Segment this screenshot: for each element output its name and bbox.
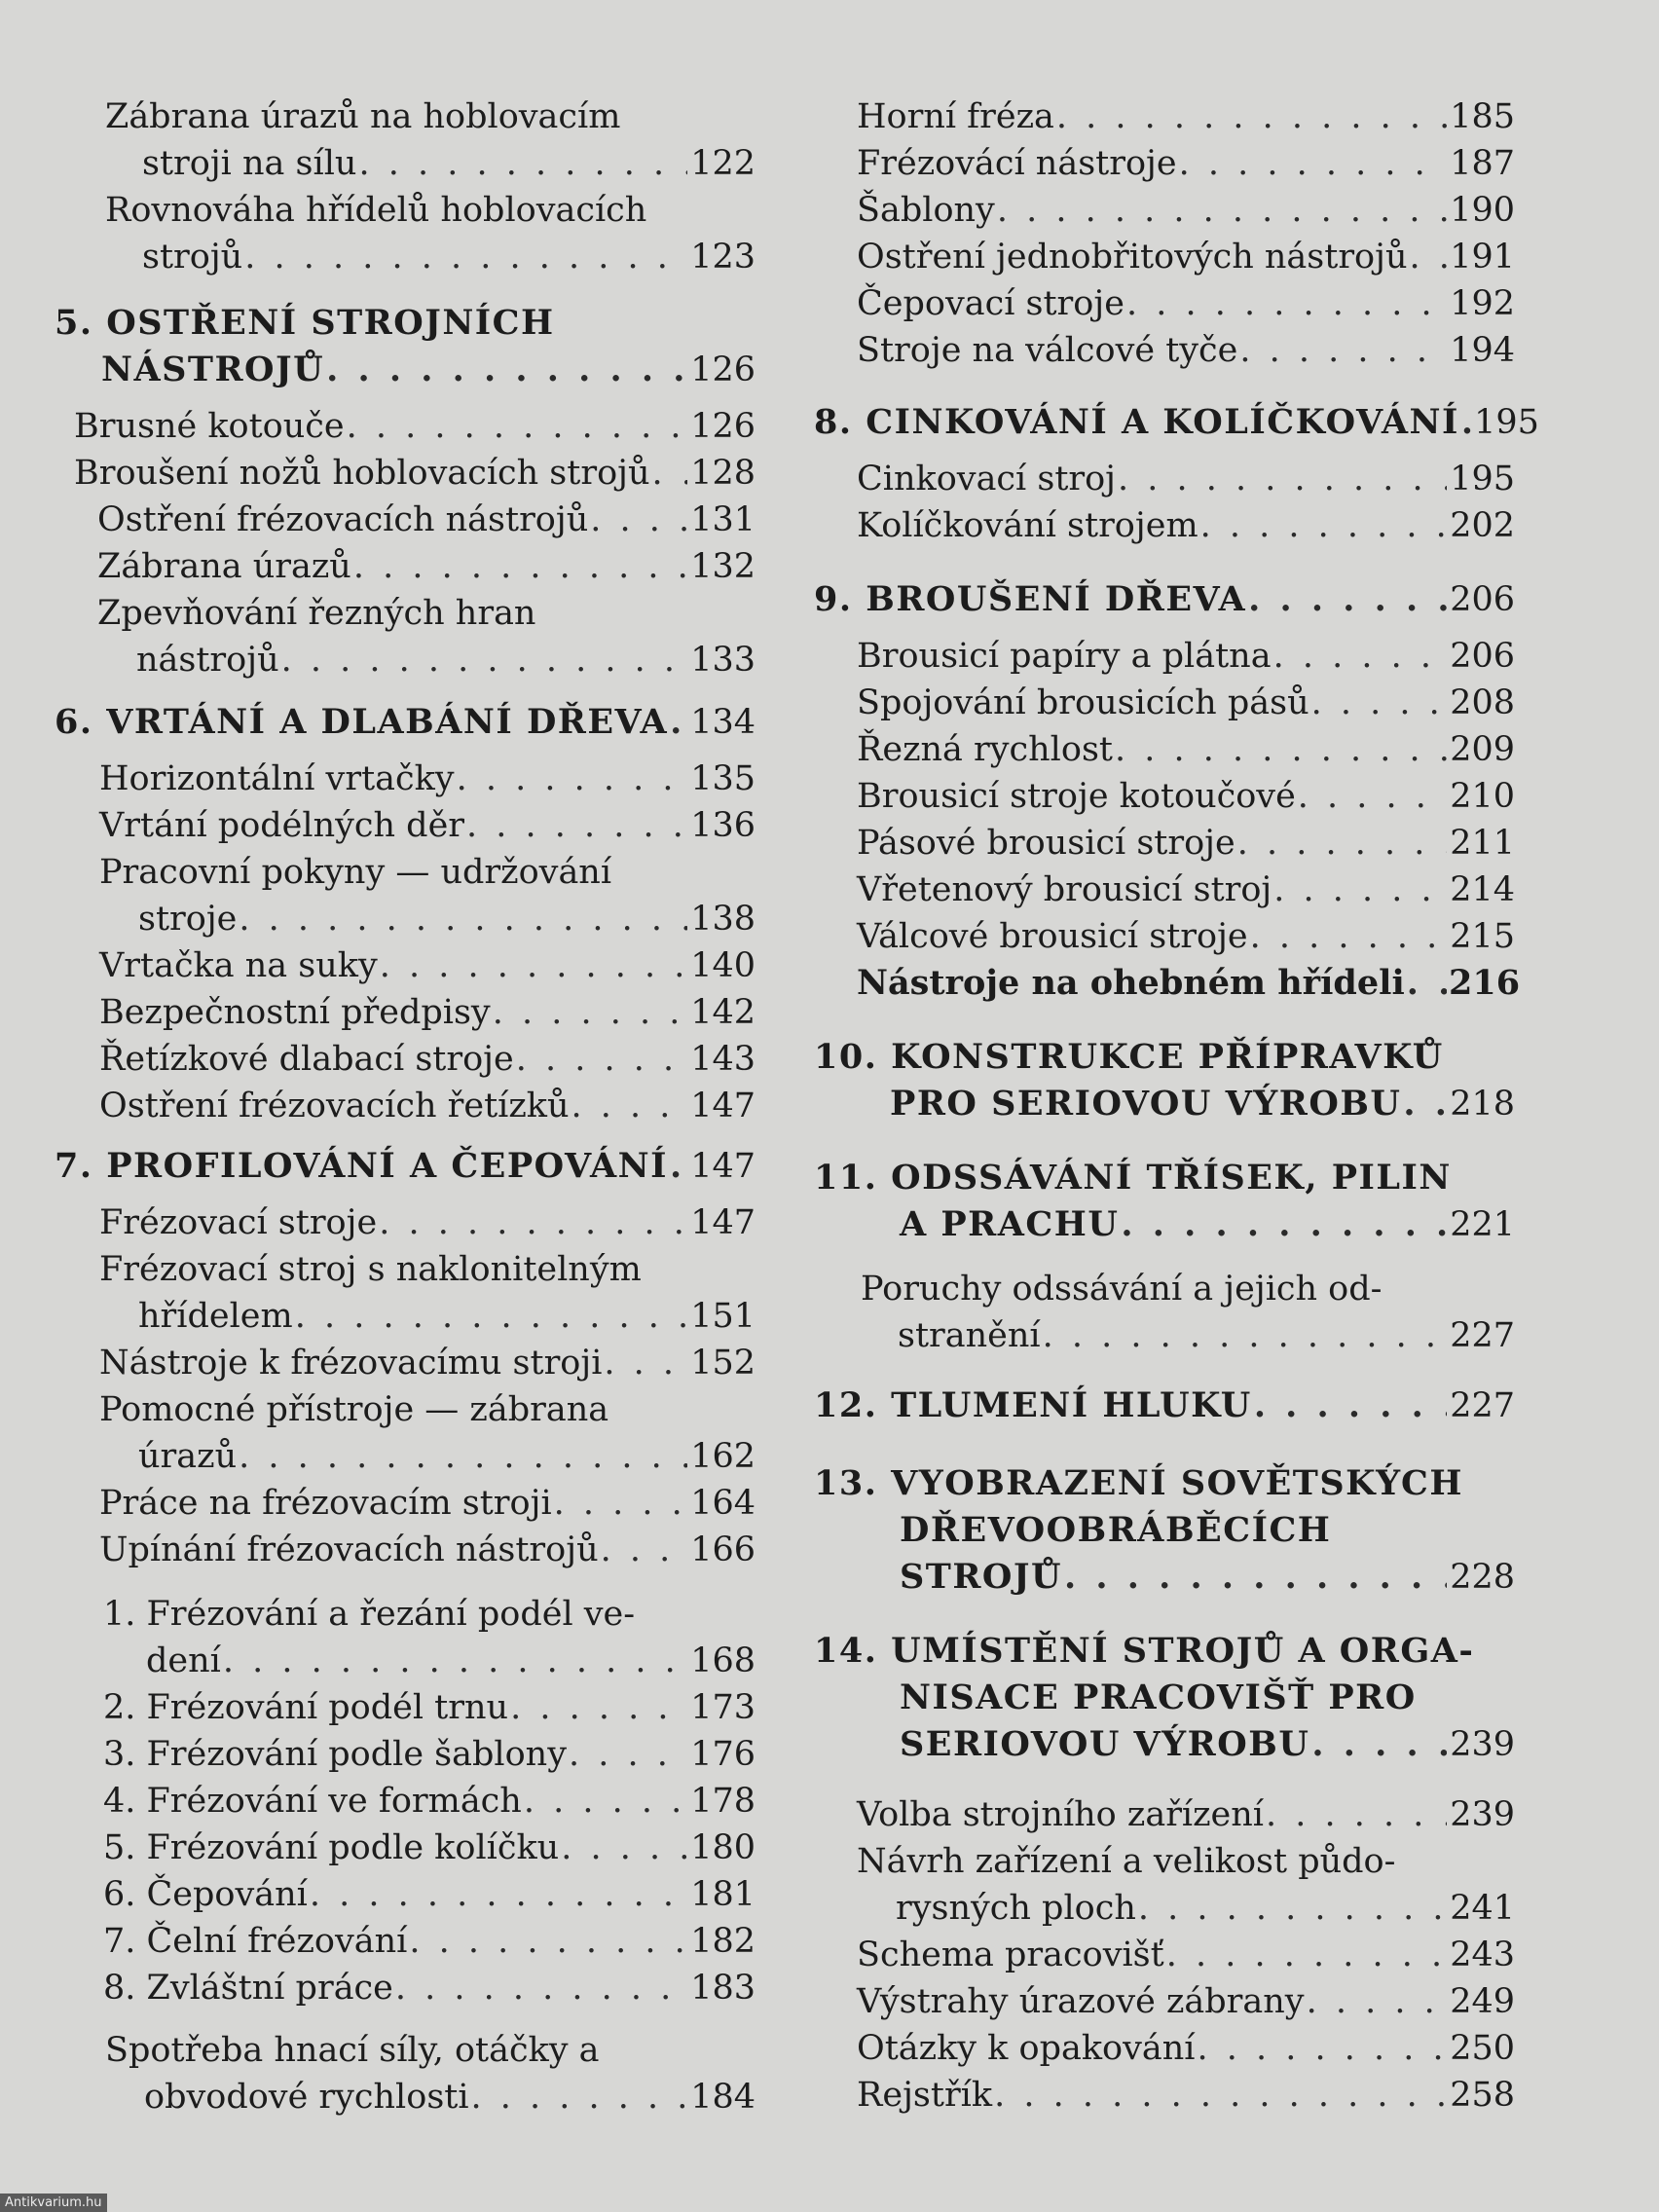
chapter-title: VRTÁNÍ A DLABÁNÍ DŘEVA: [106, 702, 669, 742]
toc-entry: [55, 187, 756, 280]
page-number: 208: [1450, 683, 1515, 722]
entry-line: NISACE PRACOVIŠŤ PRO: [900, 1677, 1417, 1717]
toc-entry: [814, 726, 1515, 773]
page-number: 131: [690, 500, 756, 539]
page-number: 164: [690, 1484, 756, 1523]
page-number: 126: [690, 407, 756, 446]
page-number: 195: [1450, 460, 1515, 498]
chapter-title: TLUMENÍ HLUKU: [891, 1385, 1252, 1425]
dot-leader: [561, 1825, 687, 1871]
dot-leader: [1118, 456, 1447, 502]
toc-chapter-7: [55, 1143, 756, 1190]
entry-line: Poruchy odssávání a jejich od-: [861, 1270, 1382, 1309]
dot-leader: [1311, 1721, 1447, 1768]
entry-title: Vřetenový brousicí stroj: [857, 870, 1272, 909]
toc-chapter-9: [814, 576, 1515, 623]
dot-leader: [295, 1293, 687, 1340]
entry-title: dení: [146, 1641, 221, 1680]
dot-leader: [1266, 1791, 1447, 1838]
entry-line: 1. Frézování a řezání podél ve-: [103, 1595, 636, 1634]
page-number: 123: [690, 238, 756, 276]
toc-chapter-8: [814, 399, 1539, 446]
dot-leader: [1200, 502, 1447, 549]
chapter-number: 8.: [814, 402, 853, 442]
page-number: 214: [1450, 870, 1515, 909]
entry-title: stranění: [898, 1316, 1041, 1355]
toc-entry: [55, 403, 756, 450]
chapter-title: PRO SERIOVOU VÝROBU: [890, 1084, 1402, 1124]
entry-title: Frézovací stroje: [99, 1203, 378, 1242]
page-number: 227: [1450, 1386, 1515, 1425]
page-number: 133: [690, 641, 756, 680]
toc-entry: [814, 913, 1515, 960]
dot-leader: [1126, 280, 1447, 327]
page-number: 215: [1450, 917, 1515, 956]
page-number: 190: [1450, 191, 1515, 230]
entry-line: VYOBRAZENÍ SOVĚTSKÝCH: [891, 1463, 1463, 1503]
toc-entry: [55, 1731, 756, 1778]
page-number: 206: [1450, 637, 1515, 676]
toc-entry: [55, 1083, 756, 1129]
entry-title: úrazů: [138, 1437, 238, 1476]
page-number: 206: [1450, 580, 1515, 619]
chapter-number: 7.: [55, 1146, 93, 1186]
dot-leader: [569, 1731, 687, 1778]
dot-leader: [379, 1199, 687, 1246]
toc-entry: [55, 1778, 756, 1825]
toc-entry: [55, 93, 756, 187]
chapter-title: CINKOVÁNÍ A KOLÍČKOVÁNÍ: [866, 402, 1459, 442]
entry-title: Práce na frézovacím stroji: [99, 1484, 552, 1523]
entry-title: 6. Čepování: [103, 1875, 308, 1914]
page-number: 192: [1450, 284, 1515, 323]
toc-entry: [814, 280, 1515, 327]
page-number: 142: [690, 993, 756, 1032]
page-number: 218: [1450, 1085, 1515, 1124]
dot-leader: [554, 1480, 687, 1527]
dot-leader: [380, 942, 687, 989]
chapter-number: 5.: [55, 303, 93, 343]
page-number: 221: [1450, 1205, 1515, 1244]
chapter-title: SERIOVOU VÝROBU: [900, 1724, 1310, 1764]
toc-entry: [814, 960, 1521, 1007]
entry-title: rysných ploch: [896, 1889, 1136, 1928]
toc-entry: [55, 756, 756, 802]
dot-leader: [1407, 960, 1447, 1007]
entry-title: Nástroje na ohebném hřídeli: [857, 963, 1405, 1003]
page-number: 151: [690, 1297, 756, 1336]
page-number: 162: [690, 1437, 756, 1476]
dot-leader: [997, 187, 1447, 234]
entry-title: 7. Čelní frézování: [103, 1922, 408, 1961]
watermark: Antikvarium.hu: [0, 2194, 107, 2212]
dot-leader: [466, 802, 687, 849]
entry-line: Zábrana úrazů na hoblovacím: [105, 97, 621, 136]
page-number: 132: [690, 547, 756, 586]
chapter-number: 13.: [814, 1463, 878, 1503]
page-number: 136: [690, 806, 756, 845]
toc-entry: [55, 1036, 756, 1083]
dot-leader: [1311, 680, 1447, 726]
dot-leader: [471, 2074, 687, 2120]
entry-title: Řetízkové dlabací stroje: [99, 1040, 514, 1079]
toc-entry: [55, 1386, 756, 1480]
dot-leader: [493, 989, 687, 1036]
entry-title: hřídelem: [138, 1297, 293, 1336]
entry-line: Návrh zařízení a velikost půdo-: [857, 1842, 1396, 1881]
toc-entry: [814, 773, 1515, 820]
toc-entry: [55, 497, 756, 543]
entry-title: Brousicí stroje kotoučové: [857, 777, 1296, 816]
entry-title: Šablony: [857, 191, 995, 230]
page-number: 135: [690, 759, 756, 798]
toc-entry: [814, 633, 1515, 680]
entry-title: stroji na sílu: [142, 144, 357, 183]
entry-title: Vrtání podélných děr: [99, 806, 465, 845]
page-number: 140: [690, 946, 756, 985]
toc-chapter-13: [814, 1460, 1515, 1601]
dot-leader: [1273, 633, 1447, 680]
dot-leader: [1248, 576, 1447, 623]
toc-entry: [814, 866, 1515, 913]
entry-title: strojů: [142, 238, 243, 276]
dot-leader: [670, 1143, 687, 1190]
entry-line: Rovnováha hřídelů hoblovacích: [105, 191, 647, 230]
page-number: 185: [1450, 97, 1515, 136]
chapter-number: 10.: [814, 1037, 878, 1077]
page-number: 168: [690, 1641, 756, 1680]
toc-entry: [55, 1918, 756, 1965]
page-number: 258: [1450, 2076, 1515, 2115]
entry-line: DŘEVOOBRÁBĚCÍCH: [900, 1510, 1332, 1550]
dot-leader: [1298, 773, 1447, 820]
page-number: 126: [690, 350, 756, 389]
dot-leader: [1166, 1932, 1447, 1978]
page-number: 134: [690, 703, 756, 742]
dot-leader: [281, 637, 687, 683]
dot-leader: [1307, 1978, 1447, 2025]
dot-leader: [1273, 866, 1447, 913]
page-number: 241: [1450, 1889, 1515, 1928]
toc-entry: [55, 1246, 756, 1340]
toc-entry: [55, 1480, 756, 1527]
dot-leader: [1403, 1081, 1447, 1127]
page-number: 250: [1450, 2029, 1515, 2068]
entry-title: stroje: [138, 900, 238, 939]
page-number: 143: [690, 1040, 756, 1079]
entry-line: ODSSÁVÁNÍ TŘÍSEK, PILIN: [891, 1158, 1452, 1198]
page-number: 243: [1450, 1936, 1515, 1974]
toc-entry: [55, 450, 756, 497]
dot-leader: [1115, 726, 1447, 773]
toc-entry: [55, 802, 756, 849]
page-number: 152: [690, 1344, 756, 1382]
entry-title: Upínání frézovacích nástrojů: [99, 1530, 599, 1569]
entry-title: Bezpečnostní předpisy: [99, 993, 491, 1032]
dot-leader: [395, 1965, 687, 2011]
page-number: 176: [690, 1735, 756, 1774]
dot-leader: [244, 234, 687, 280]
page-number: 147: [690, 1203, 756, 1242]
dot-leader: [510, 1684, 687, 1731]
page-number: 249: [1450, 1982, 1515, 2021]
toc-entry: [55, 1965, 756, 2011]
page-number: 216: [1449, 963, 1521, 1003]
chapter-title: PROFILOVÁNÍ A ČEPOVÁNÍ: [106, 1146, 668, 1186]
toc-chapter-11: [814, 1155, 1515, 1248]
page-number: 178: [690, 1782, 756, 1821]
dot-leader: [604, 1340, 687, 1386]
chapter-number: 12.: [814, 1385, 878, 1425]
toc-chapter-6: [55, 699, 756, 746]
toc-entry: [55, 1871, 756, 1918]
dot-leader: [1461, 399, 1471, 446]
page-number: 184: [690, 2078, 756, 2117]
page-number: 187: [1450, 144, 1515, 183]
dot-leader: [1064, 1554, 1447, 1601]
page-number: 182: [690, 1922, 756, 1961]
entry-line: Pracovní pokyny — udržování: [99, 853, 612, 892]
entry-title: Válcové brousicí stroje: [857, 917, 1248, 956]
page-number: 147: [690, 1147, 756, 1186]
entry-title: 3. Frézování podle šablony: [103, 1735, 567, 1774]
dot-leader: [223, 1638, 687, 1684]
entry-title: Pásové brousicí stroje: [857, 824, 1235, 863]
toc-entry: [814, 2025, 1515, 2072]
dot-leader: [1237, 820, 1447, 866]
dot-leader: [310, 1871, 687, 1918]
toc-entry: [55, 1199, 756, 1246]
toc-entry: [55, 1340, 756, 1386]
toc-entry: [814, 234, 1515, 280]
page-number: 173: [690, 1688, 756, 1727]
chapter-title: A PRACHU: [900, 1204, 1120, 1244]
entry-title: Čepovací stroje: [857, 284, 1124, 323]
toc-entry: [55, 1527, 756, 1573]
page-number: 202: [1450, 506, 1515, 545]
chapter-title: STROJŮ: [900, 1557, 1062, 1597]
entry-line: OSTŘENÍ STROJNÍCH: [106, 303, 555, 343]
dot-leader: [590, 497, 687, 543]
entry-title: Volba strojního zařízení: [857, 1795, 1265, 1834]
entry-line: UMÍSTĚNÍ STROJŮ A ORGA-: [891, 1631, 1475, 1671]
entry-title: Horní fréza: [857, 97, 1054, 136]
page-number: 209: [1450, 730, 1515, 769]
page-number: 194: [1450, 331, 1515, 370]
toc-entry: [814, 327, 1515, 374]
page-number: 180: [690, 1828, 756, 1867]
page-number: 227: [1450, 1316, 1515, 1355]
toc-entry: [55, 1591, 756, 1684]
entry-title: Vrtačka na suky: [99, 946, 378, 985]
entry-title: Ostření frézovacích nástrojů: [97, 500, 589, 539]
entry-title: Stroje na válcové tyče: [857, 331, 1238, 370]
dot-leader: [326, 347, 687, 393]
entry-title: Horizontální vrtačky: [99, 759, 455, 798]
page-number: 239: [1450, 1795, 1515, 1834]
toc-entry: [814, 93, 1515, 140]
entry-title: 8. Zvláštní práce: [103, 1969, 393, 2008]
toc-entry: [55, 543, 756, 590]
dot-leader: [1198, 2025, 1447, 2072]
dot-leader: [994, 2072, 1447, 2119]
chapter-title: NÁSTROJŮ: [101, 350, 325, 389]
dot-leader: [1138, 1885, 1447, 1932]
dot-leader: [601, 1527, 687, 1573]
chapter-title: BROUŠENÍ DŘEVA: [866, 579, 1247, 619]
entry-title: Řezná rychlost: [857, 730, 1113, 769]
dot-leader: [516, 1036, 687, 1083]
page-number: 228: [1450, 1558, 1515, 1597]
dot-leader: [571, 1083, 687, 1129]
page-number: 147: [690, 1087, 756, 1125]
toc-entry: [814, 680, 1515, 726]
page-number: 166: [690, 1530, 756, 1569]
page-number: 211: [1450, 824, 1515, 863]
dot-leader: [239, 1433, 687, 1480]
entry-title: Nástroje k frézovacímu stroji: [99, 1344, 603, 1382]
toc-entry: [814, 502, 1515, 549]
entry-title: Kolíčkování strojem: [857, 506, 1198, 545]
toc-entry: [814, 1838, 1515, 1932]
dot-leader: [1043, 1312, 1447, 1359]
entry-title: Rejstřík: [857, 2076, 993, 2115]
entry-title: Schema pracovišť: [857, 1936, 1164, 1974]
entry-title: Broušení nožů hoblovacích strojů: [74, 454, 650, 493]
toc-entry: [55, 1684, 756, 1731]
entry-title: Brusné kotouče: [74, 407, 345, 446]
dot-leader: [457, 756, 687, 802]
toc-entry: [55, 942, 756, 989]
dot-leader: [670, 699, 687, 746]
dot-leader: [353, 543, 687, 590]
dot-leader: [409, 1918, 687, 1965]
toc-entry: [55, 590, 756, 683]
chapter-number: 11.: [814, 1158, 878, 1198]
page-number: 138: [690, 900, 756, 939]
toc-entry: [814, 1932, 1515, 1978]
page-number: 122: [690, 144, 756, 183]
dot-leader: [1056, 93, 1447, 140]
page-number: 183: [690, 1969, 756, 2008]
page-number: 239: [1450, 1725, 1515, 1764]
toc-entry: [814, 1791, 1515, 1838]
toc-chapter-10: [814, 1034, 1515, 1127]
entry-title: 2. Frézování podél trnu: [103, 1688, 509, 1727]
dot-leader: [1410, 234, 1447, 280]
toc-entry: [814, 456, 1515, 502]
dot-leader: [239, 896, 687, 942]
toc-entry: [814, 187, 1515, 234]
dot-leader: [524, 1778, 687, 1825]
toc-chapter-14: [814, 1628, 1515, 1768]
dot-leader: [1254, 1382, 1447, 1429]
entry-title: Frézovácí nástroje: [857, 144, 1177, 183]
dot-leader: [1121, 1201, 1447, 1248]
toc-entry: [55, 1825, 756, 1871]
entry-title: Cinkovací stroj: [857, 460, 1117, 498]
toc-entry: [814, 1978, 1515, 2025]
toc-entry: [55, 2027, 756, 2120]
page-number: 128: [690, 454, 756, 493]
dot-leader: [358, 140, 687, 187]
page-number: 195: [1474, 403, 1539, 442]
toc-entry: [55, 849, 756, 942]
page-number: 210: [1450, 777, 1515, 816]
chapter-number: 9.: [814, 579, 853, 619]
toc-chapter-12: [814, 1382, 1515, 1429]
entry-title: Brousicí papíry a plátna: [857, 637, 1272, 676]
dot-leader: [1250, 913, 1447, 960]
entry-title: 5. Frézování podle kolíčku: [103, 1828, 560, 1867]
entry-title: obvodové rychlosti: [144, 2078, 469, 2117]
toc-entry: [814, 2072, 1515, 2119]
page-number: 181: [690, 1875, 756, 1914]
entry-title: Zábrana úrazů: [97, 547, 351, 586]
entry-title: Ostření frézovacích řetízků: [99, 1087, 570, 1125]
toc-entry: [814, 140, 1515, 187]
toc-entry: [55, 989, 756, 1036]
entry-title: Výstrahy úrazové zábrany: [857, 1982, 1305, 2021]
entry-title: Spojování brousicích pásů: [857, 683, 1309, 722]
entry-line: Zpevňování řezných hran: [97, 594, 536, 633]
toc-entry: [814, 820, 1515, 866]
entry-line: Pomocné přístroje — zábrana: [99, 1390, 609, 1429]
entry-line: KONSTRUKCE PŘÍPRAVKŮ: [891, 1037, 1444, 1077]
entry-title: nástrojů: [136, 641, 279, 680]
dot-leader: [652, 450, 687, 497]
entry-title: 4. Frézování ve formách: [103, 1782, 522, 1821]
toc-chapter-5: [55, 300, 756, 393]
entry-title: Otázky k opakování: [857, 2029, 1196, 2068]
chapter-number: 14.: [814, 1631, 878, 1671]
dot-leader: [1239, 327, 1447, 374]
dot-leader: [1179, 140, 1447, 187]
toc-entry: [814, 1266, 1515, 1359]
entry-title: Ostření jednobřitových nástrojů: [857, 238, 1408, 276]
entry-line: Frézovací stroj s naklonitelným: [99, 1250, 642, 1289]
chapter-number: 6.: [55, 702, 93, 742]
page-number: 191: [1450, 238, 1515, 276]
dot-leader: [347, 403, 687, 450]
entry-line: Spotřeba hnací síly, otáčky a: [105, 2031, 600, 2070]
